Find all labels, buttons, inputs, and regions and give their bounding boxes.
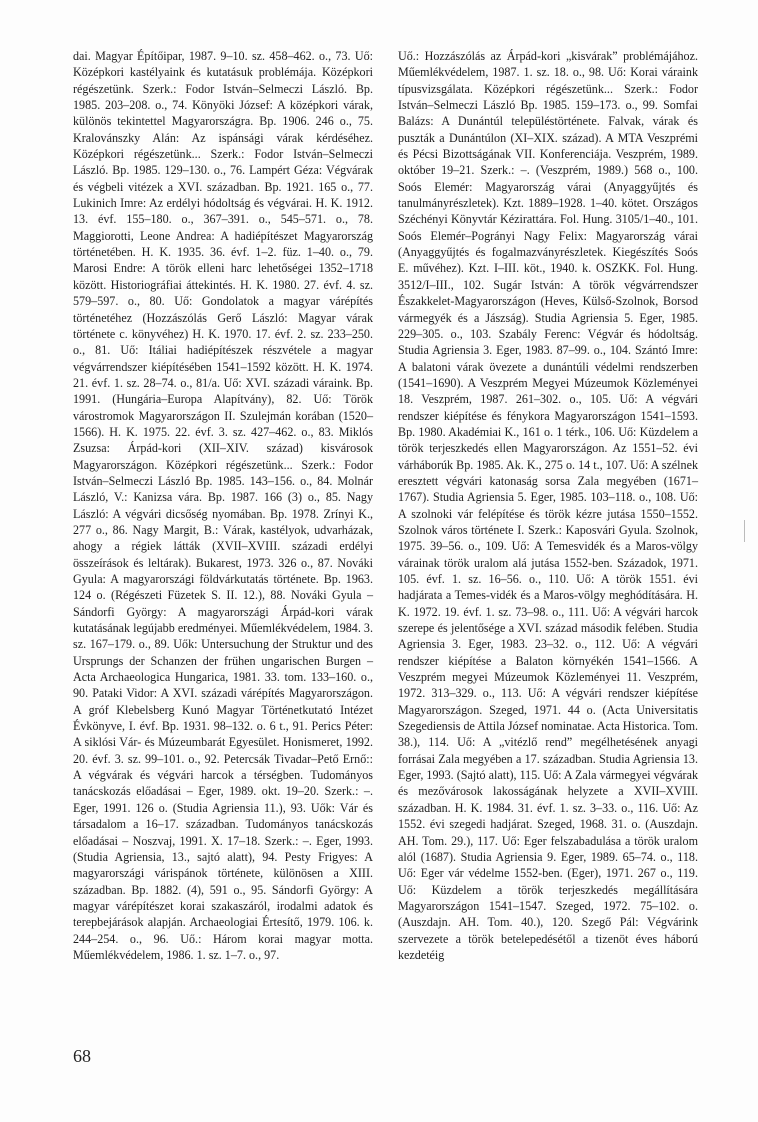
- right-column: [398, 48, 698, 963]
- right-column-text: Uő.: Hozzászólás az Árpád-kori „kisvárak” problémájához. Műemlékvédelem, 1987. 1. sz. 18. o., 98. Uő: Korai váraink típusvizsgálata. Középkori régészetünk... Szerk.: Fodor István–Selmeczi László Bp. 1985. 159–173. o., 99. Somfai Balázs: A Dunántúl településtörténete. Falvak, várak és puszták a Dunántúlon (XI–XIX. század). A MTA Veszprémi és Pécsi Bizottságának VII. Konferenciája. Veszprém, 1989. október 19–21. Szerk.: –. (Veszprém, 1989.) 568 o., 100. Soós Elemér: Magyarország várai (Anyaggyűjtés és tanulmányrészletek). Kzt. 1889–1928. 1–40. kötet. Országos Széchényi Könyvtár Kézirattára. Fol. Hung. 3105/1–40., 101. Soós Elemér–Pogrányi Nagy Felix: Magyarország várai (Anyaggyűjtés és fogalmazványrészletek. Kiegészítés Soós E. művéhez). Kzt. I–III. köt., 1940. k. OSZKK. Fol. Hung. 3512/I–III., 102. Sugár István: A török végvárrendszer Északkelet-Magyarországon (Heves, Külső-Szolnok, Borsod vármegyék és a Jászság). Studia Agriensia 5. Eger, 1985. 229–305. o., 103. Szabály Ferenc: Végvár és hódoltság. Studia Agriensia 3. Eger, 1983. 87–99. o., 104. Szántó Imre: A balatoni várak övezete a dunántúli védelmi rendszerben (1541–1690). A Veszprém Megyei Múzeumok Közleményei 18. Veszprém, 1987. 261–302. o., 105. Uő: A végvári rendszer kiépítése és fénykora Magyarországon 1541–1593. Bp. 1980. Akadémiai K., 161 o. 1 térk., 106. Uő: Küzdelem a török terjeszkedés ellen Magyarországon. Az 1551–52. évi várháborúk Bp. 1985. Ak. K., 275 o. 14 t., 107. Uő: A szélnek eresztett végvári katonaság sorsa Zala megyében (1671–1767). Studia Agriensia 5. Eger, 1985. 103–118. o., 108. Uő: A szolnoki vár felépítése és török kézre jutása 1550–1552. Szolnok város története I. Szerk.: Kaposvári Gyula. Szolnok, 1975. 39–56. o., 109. Uő: A Temesvidék és a Maros-völgy várainak török uralom alá jutása 1552-ben. Századok, 1971. 105. évf. 1. sz. 16–56. o., 110. Uő: A török 1551. évi hadjárata a Temes-vidék és a Maros-völgy meghódítására. H. K. 1972. 19. évf. 1. sz. 73–98. o., 111. Uő: A végvári harcok szerepe és jelentősége a XVI. század második felében. Studia Agriensia 3. Eger, 1983. 23–32. o., 112. Uő: A végvári rendszer kiépítése a Balaton környékén 1541–1566. A Veszprém megyei Múzeumok Közleményei 11. Veszprém, 1972. 313–329. o., 113. Uő: A végvári rendszer kiépítése Magyarországon. Szeged, 1971. 44 o. (Acta Universitatis Szegediensis de Attila József nominatae. Acta Historica. Tom. 38.), 114. Uő: A „vitézlő rend” megélhetésének anyagi forrásai Zala megyében a 17. században. Studia Agriensia 13. Eger, 1993. (Sajtó alatt), 115. Uő: A Zala vármegyei végvárak és mezővárosok lakosságának helyzete a XVII–XVIII. században. H. K. 1984. 31. évf. 1. sz. 3–33. o., 116. Uő: Az 1552. évi szegedi hadjárat. Szeged, 1968. 31. o. (Auszdajn. AH. Tom. 29.), 117. Uő: Eger felszabadulása a török uralom alól (1687). Studia Agriensia 9. Eger, 1989. 65–74. o., 118. Uő: Eger vár védelme 1552-ben. (Eger), 1971. 267 o., 119. Uő: Küzdelem a török terjeszkedés megállítására Magyarországon 1541–1547. Szeged, 1972. 75–102. o. (Auszdajn. AH. Tom. 40.), 120. Szegő Pál: Végvárink szervezete a török betelepedésétől a tizenöt éves háború kezdetéig: [398, 49, 698, 962]
- page-number: 68: [73, 1046, 91, 1066]
- scan-edge-mark: [744, 520, 745, 542]
- left-column-text: dai. Magyar Építőipar, 1987. 9–10. sz. 458–462. o., 73. Uő: Középkori kastélyaink és kutatásuk problémája. Középkori régészetünk. Szerk.: Fodor István–Selmeczi László. Bp. 1985. 203–208. o., 74. Könyöki József: A középkori várak, különös tekintettel Magyarországra. Bp. 1906. 246 o., 75. Kralovánszky Alán: Az ispánsági várak kérdéséhez. Középkori régészetünk... Szerk.: Fodor István–Selmeczi László. Bp. 1985. 129–130. o., 76. Lampért Géza: Végvárak és végbeli vitézek a XVI. században. Bp. 1921. 165 o., 77. Lukinich Imre: Az erdélyi hódoltság és végvárai. H. K. 1912. 13. évf. 155–180. o., 367–391. o., 545–571. o., 78. Maggiorotti, Leone Andrea: A hadiépítészet Magyarország történetében. H. K. 1935. 36. évf. 1–2. füz. 1–40. o., 79. Marosi Endre: A török elleni harc lehetőségei 1352–1718 között. Historiográfiai áttekintés. H. K. 1980. 27. évf. 4. sz. 579–597. o., 80. Uő: Gondolatok a magyar várépítés történetéhez (Hozzászólás Gerő László: Magyar várak története c. könyvéhez) H. K. 1970. 17. évf. 2. sz. 233–250. o., 81. Uő: Itáliai hadiépítészek részvétele a magyar végvárrendszer kiépítésében 1541–1592 között. H. K. 1974. 21. évf. 1. sz. 28–74. o., 81/a. Uő: XVI. századi váraink. Bp. 1991. (Hungária–Europa Alapítvány), 82. Uő: Török várostromok Magyarországon II. Szulejmán korában (1520–1566). H. K. 1975. 22. évf. 3. sz. 427–462. o., 83. Miklós Zsuzsa: Árpád-kori (XII–XIV. század) kisvárosok Magyarországon. Középkori régészetünk... Szerk.: Fodor István–Selmeczi László Bp. 1985. 143–156. o., 84. Molnár László, V.: Kanizsa vára. Bp. 1987. 166 (3) o., 85. Nagy László: A végvári dicsőség nyomában. Bp. 1978. Zrínyi K., 277 o., 86. Nagy Margit, B.: Várak, kastélyok, udvarházak, ahogy a régiek látták (XVII–XVIII. századi erdélyi összeírások és leltárak). Bukarest, 1973. 326 o., 87. Nováki Gyula: A magyarországi földvárkutatás története. Bp. 1963. 124 o. (Régészeti Füzetek S. II. 12.), 88. Nováki Gyula – Sándorfi György: A magyarországi Árpád-kori várak kutatásának legújabb eredményei. Műemlékvédelem, 1984. 3. sz. 167–179. o., 89. Uők: Untersuchung der Struktur und des Ursprungs der Schanzen der frühen ungarischen Burgen – Acta Archaeologica Hungarica, 1981. 33. tom. 133–160. o., 90. Pataki Vidor: A XVI. századi várépítés Magyarországon. A gróf Klebelsberg Kunó Magyar Történetkutató Intézet Évkönyve, I. évf. Bp. 1931. 98–132. o. 6 t., 91. Perics Péter: A siklósi Vár- és Múzeumbarát Egyesület. Honismeret, 1992. 20. évf. 3. sz. 99–101. o., 92. Petercsák Tivadar–Pető Ernő:: A végvárak és végvári harcok a térségben. Tudományos tanácskozás előadásai – Eger, 1989. okt. 19–20. Szerk.: –. Eger, 1991. 126 o. (Studia Agriensia 11.), 93. Uők: Vár és társadalom a 16–17. században. Tudományos tanácskozás előadásai – Noszvaj, 1991. X. 17–18. Szerk.: –. Eger, 1993. (Studia Agriensia, 13., sajtó alatt), 94. Pesty Frigyes: A magyarországi várispánok története, különösen a XIII. században. Bp. 1882. (4), 591 o., 95. Sándorfi György: A magyar várépítészet korai szakaszáról, irodalmi adatok és terepbejárások alapján. Archaeologiai Értesítő, 1979. 106. k. 244–254. o., 96. Uő.: Három korai magyar motta. Műemlékvédelem, 1986. 1. sz. 1–7. o., 97.: [73, 49, 373, 962]
- left-column: [73, 48, 373, 963]
